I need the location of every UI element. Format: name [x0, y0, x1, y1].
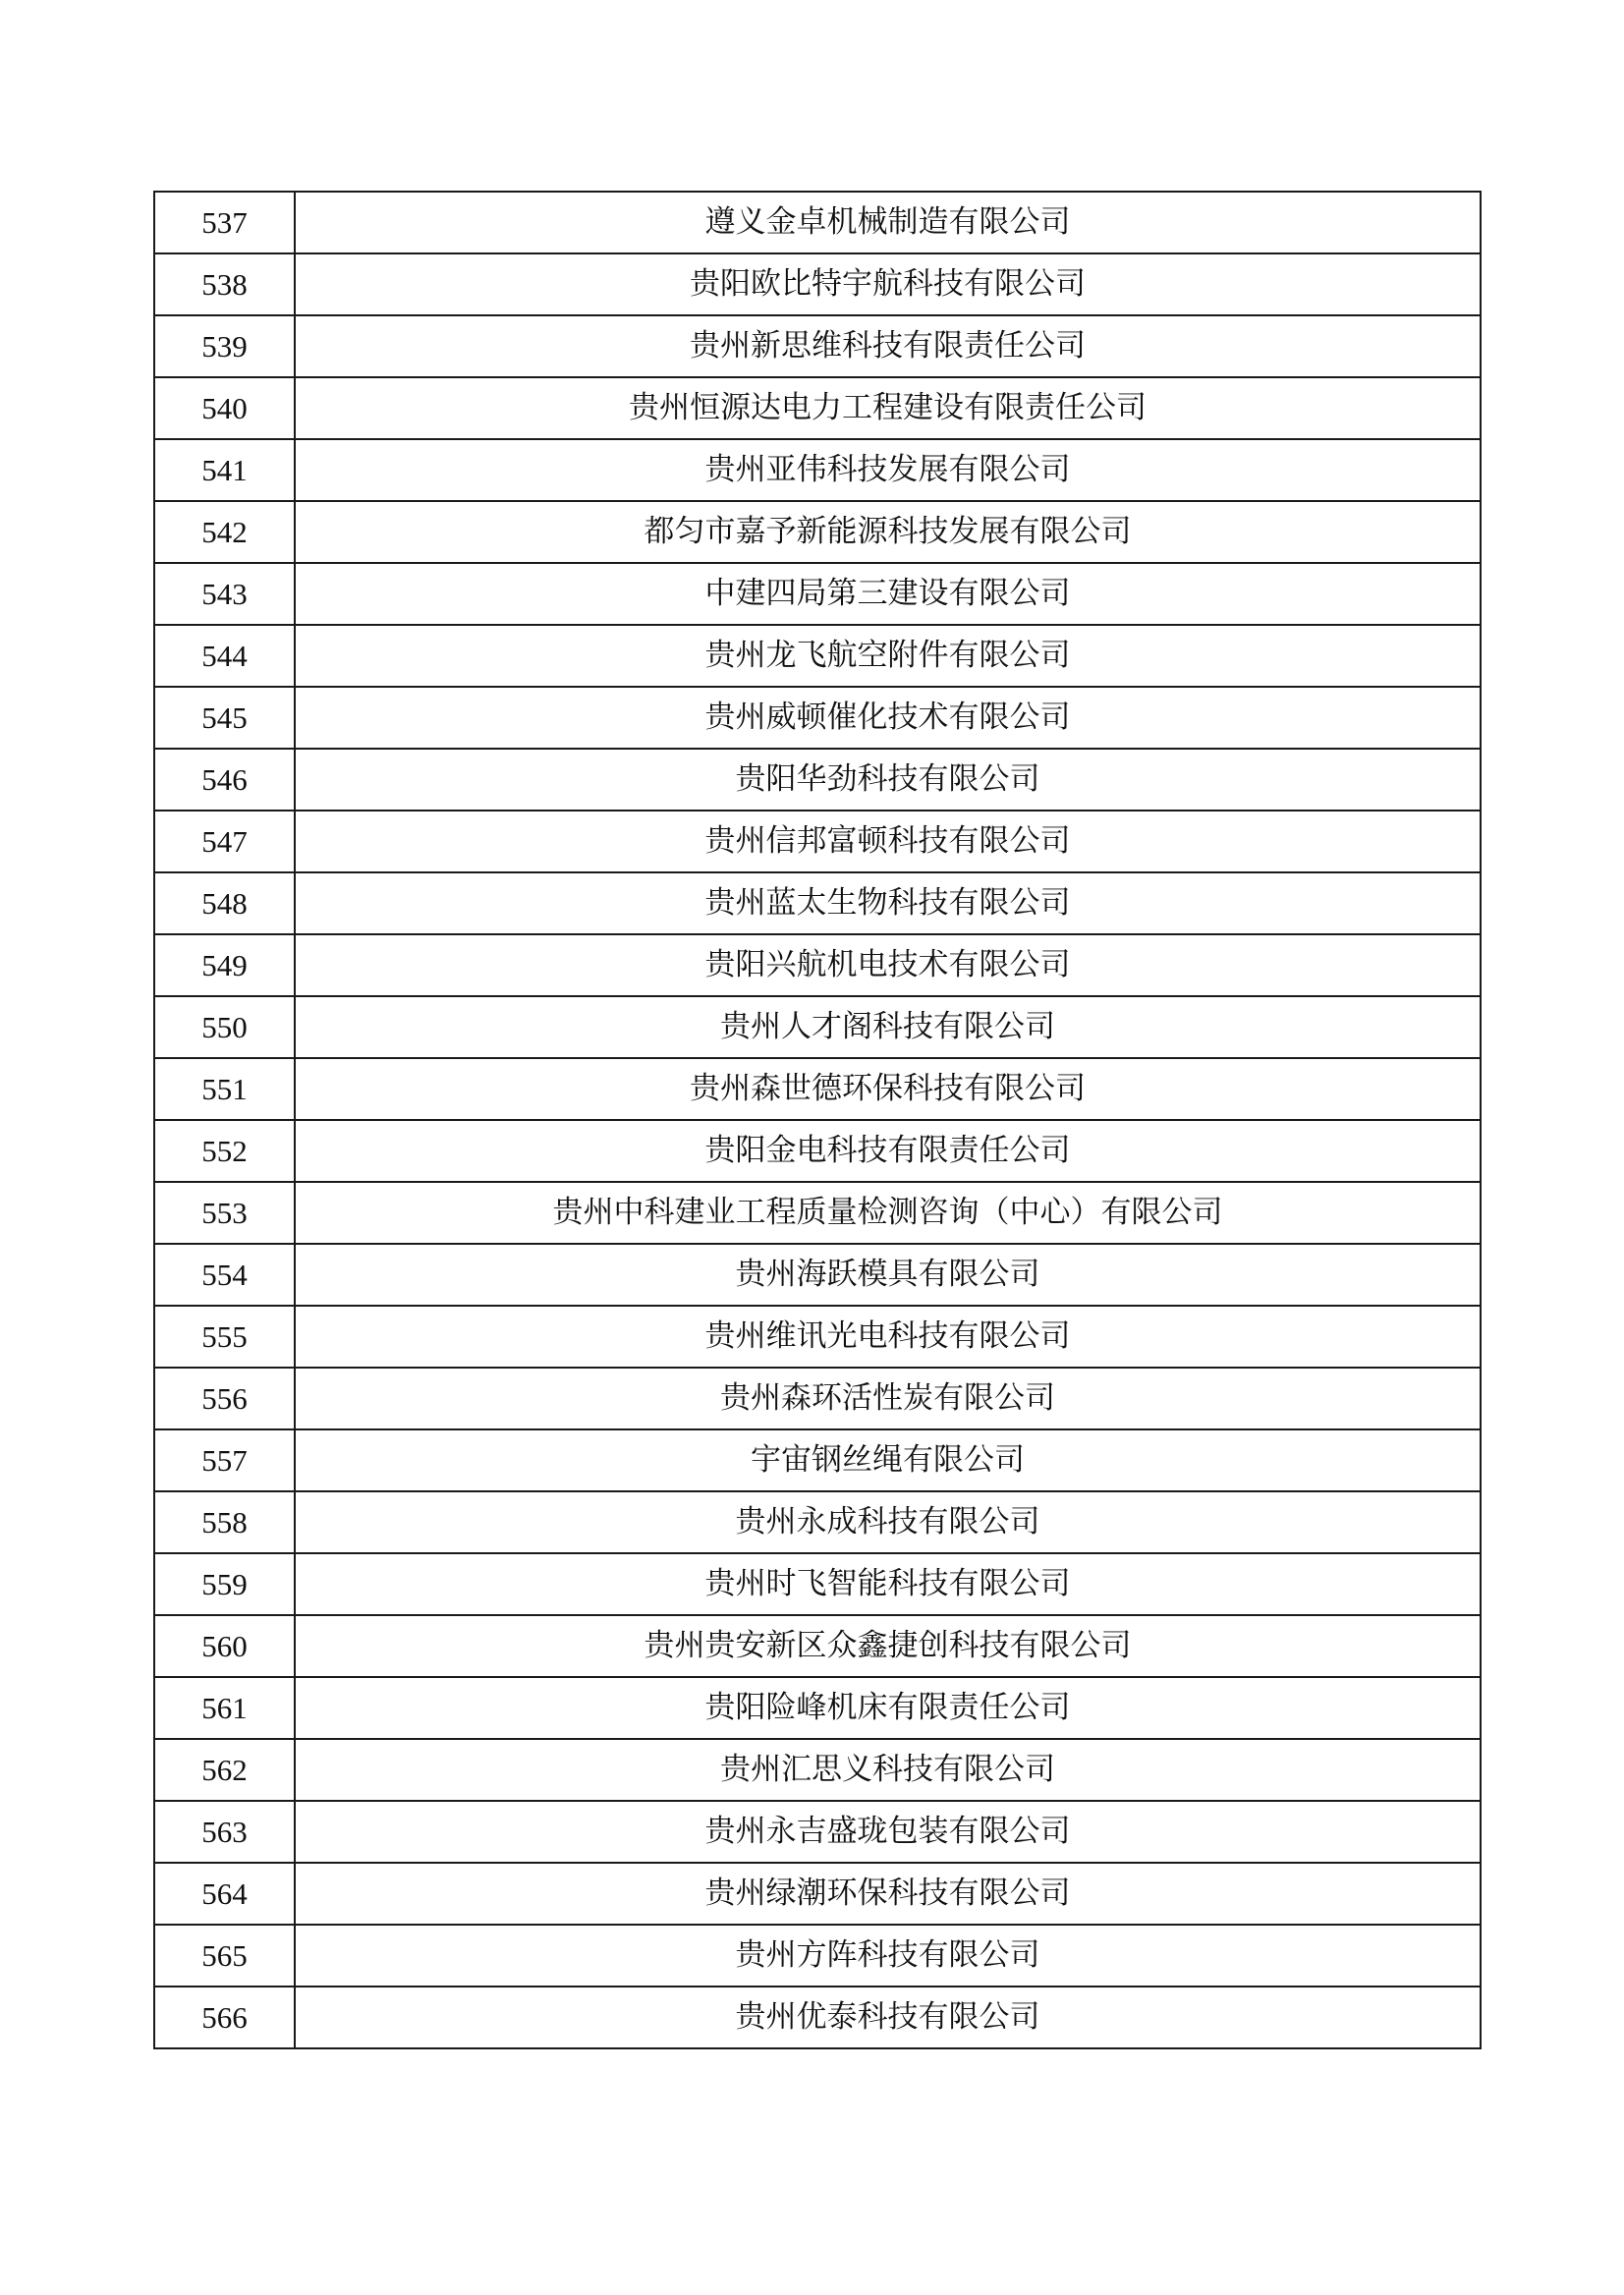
table-row — [154, 1182, 1481, 1244]
row-number: 537 — [154, 192, 295, 253]
table-row — [154, 1801, 1481, 1863]
row-number: 553 — [154, 1182, 295, 1244]
table-row — [154, 439, 1481, 501]
row-number: 561 — [154, 1677, 295, 1739]
company-name: 贵州贵安新区众鑫捷创科技有限公司 — [295, 1615, 1481, 1677]
table-row — [154, 1120, 1481, 1182]
company-list-table — [153, 191, 1482, 2049]
table-row — [154, 687, 1481, 749]
row-number: 562 — [154, 1739, 295, 1801]
table-row — [154, 934, 1481, 996]
company-name: 贵州森环活性炭有限公司 — [295, 1368, 1481, 1429]
row-number: 551 — [154, 1058, 295, 1120]
company-name: 都匀市嘉予新能源科技发展有限公司 — [295, 501, 1481, 563]
table-row — [154, 377, 1481, 439]
company-name: 贵州亚伟科技发展有限公司 — [295, 439, 1481, 501]
row-number: 557 — [154, 1429, 295, 1491]
row-number: 560 — [154, 1615, 295, 1677]
company-name: 贵州维讯光电科技有限公司 — [295, 1306, 1481, 1368]
row-number: 563 — [154, 1801, 295, 1863]
company-name: 贵阳华劲科技有限公司 — [295, 749, 1481, 811]
table-row — [154, 996, 1481, 1058]
company-name: 贵州时飞智能科技有限公司 — [295, 1553, 1481, 1615]
company-name: 贵州海跃模具有限公司 — [295, 1244, 1481, 1306]
company-name: 贵州恒源达电力工程建设有限责任公司 — [295, 377, 1481, 439]
row-number: 565 — [154, 1925, 295, 1987]
company-name: 贵阳兴航机电技术有限公司 — [295, 934, 1481, 996]
table-row — [154, 872, 1481, 934]
row-number: 544 — [154, 625, 295, 687]
row-number: 540 — [154, 377, 295, 439]
row-number: 546 — [154, 749, 295, 811]
company-list-body — [154, 192, 1481, 2048]
table-row — [154, 1368, 1481, 1429]
table-row — [154, 1739, 1481, 1801]
row-number: 542 — [154, 501, 295, 563]
row-number: 539 — [154, 315, 295, 377]
table-row — [154, 749, 1481, 811]
row-number: 547 — [154, 811, 295, 872]
table-row — [154, 1429, 1481, 1491]
table-row — [154, 501, 1481, 563]
table-row — [154, 1615, 1481, 1677]
table-row — [154, 1491, 1481, 1553]
row-number: 550 — [154, 996, 295, 1058]
company-name: 贵州人才阁科技有限公司 — [295, 996, 1481, 1058]
company-name: 贵阳金电科技有限责任公司 — [295, 1120, 1481, 1182]
table-row — [154, 1677, 1481, 1739]
row-number: 566 — [154, 1987, 295, 2048]
company-name: 贵州森世德环保科技有限公司 — [295, 1058, 1481, 1120]
company-name: 贵州信邦富顿科技有限公司 — [295, 811, 1481, 872]
row-number: 564 — [154, 1863, 295, 1925]
company-name: 遵义金卓机械制造有限公司 — [295, 192, 1481, 253]
company-name: 贵州蓝太生物科技有限公司 — [295, 872, 1481, 934]
row-number: 554 — [154, 1244, 295, 1306]
company-name: 贵州绿潮环保科技有限公司 — [295, 1863, 1481, 1925]
table-row — [154, 1863, 1481, 1925]
row-number: 558 — [154, 1491, 295, 1553]
company-name: 中建四局第三建设有限公司 — [295, 563, 1481, 625]
company-name: 贵州新思维科技有限责任公司 — [295, 315, 1481, 377]
row-number: 548 — [154, 872, 295, 934]
row-number: 543 — [154, 563, 295, 625]
row-number: 541 — [154, 439, 295, 501]
row-number: 556 — [154, 1368, 295, 1429]
table-row — [154, 625, 1481, 687]
table-row — [154, 192, 1481, 253]
table-row — [154, 315, 1481, 377]
company-name: 贵州永吉盛珑包装有限公司 — [295, 1801, 1481, 1863]
company-name: 贵州汇思义科技有限公司 — [295, 1739, 1481, 1801]
company-name: 贵州优泰科技有限公司 — [295, 1987, 1481, 2048]
company-name: 贵州龙飞航空附件有限公司 — [295, 625, 1481, 687]
company-name: 贵州中科建业工程质量检测咨询（中心）有限公司 — [295, 1182, 1481, 1244]
company-name: 贵州方阵科技有限公司 — [295, 1925, 1481, 1987]
company-name: 贵州威顿催化技术有限公司 — [295, 687, 1481, 749]
table-row — [154, 1925, 1481, 1987]
table-row — [154, 1058, 1481, 1120]
table-row — [154, 253, 1481, 315]
company-name: 贵阳欧比特宇航科技有限公司 — [295, 253, 1481, 315]
table-row — [154, 1306, 1481, 1368]
company-name: 贵州永成科技有限公司 — [295, 1491, 1481, 1553]
row-number: 555 — [154, 1306, 295, 1368]
table-row — [154, 563, 1481, 625]
table-row — [154, 1987, 1481, 2048]
table-row — [154, 811, 1481, 872]
company-name: 宇宙钢丝绳有限公司 — [295, 1429, 1481, 1491]
company-name: 贵阳险峰机床有限责任公司 — [295, 1677, 1481, 1739]
table-row — [154, 1553, 1481, 1615]
row-number: 538 — [154, 253, 295, 315]
row-number: 552 — [154, 1120, 295, 1182]
row-number: 545 — [154, 687, 295, 749]
table-row — [154, 1244, 1481, 1306]
row-number: 559 — [154, 1553, 295, 1615]
row-number: 549 — [154, 934, 295, 996]
